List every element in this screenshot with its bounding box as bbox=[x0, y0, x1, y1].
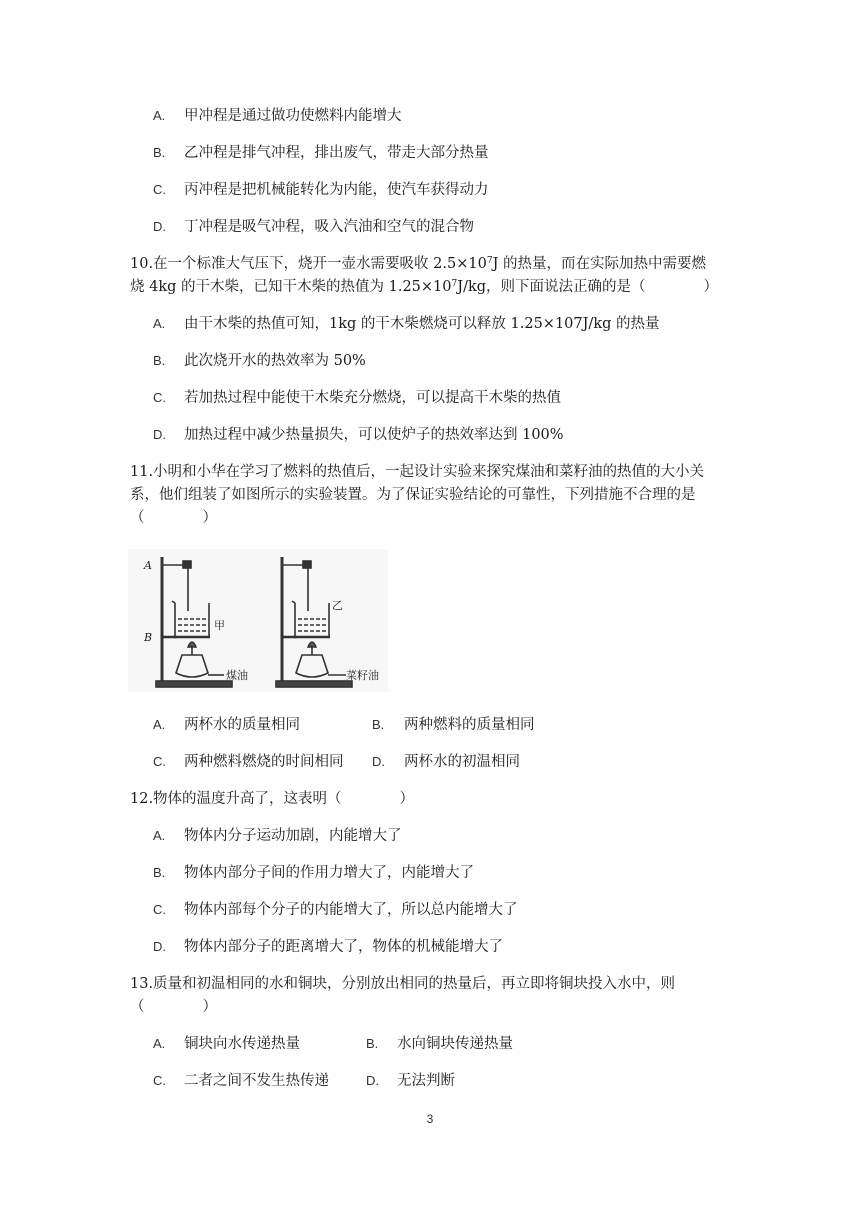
option-letter: A. bbox=[153, 1036, 166, 1051]
option-text: 两种燃料的质量相同 bbox=[404, 717, 535, 733]
option-text: 物体内部每个分子的内能增大了，所以总内能增大了 bbox=[184, 902, 518, 918]
option-text: 此次烧开水的热效率为 50% bbox=[184, 353, 366, 369]
option-letter: A. bbox=[153, 108, 166, 123]
option-text: 物体内部分子间的作用力增大了，内能增大了 bbox=[184, 865, 474, 881]
question-10-stem-line-2 bbox=[130, 277, 718, 297]
question-13-stem-line-2: （ ） bbox=[130, 999, 217, 1015]
question-10-stem-line-1 bbox=[130, 254, 706, 274]
experiment-apparatus-figure bbox=[128, 549, 388, 692]
option-letter: C. bbox=[153, 1073, 166, 1088]
option-letter: B. bbox=[153, 865, 166, 880]
page-number: 3 bbox=[426, 1112, 434, 1126]
option-letter: C. bbox=[153, 390, 166, 405]
label-b: B bbox=[144, 631, 153, 644]
option-text: 由干木柴的热值可知，1kg 的干木柴燃烧可以释放 1.25×107J/kg 的热量 bbox=[184, 316, 660, 332]
option-text: 两杯水的质量相同 bbox=[184, 717, 300, 733]
stem-text: J 的热量，而在实际加热中需要燃 bbox=[492, 256, 706, 272]
option-letter: B. bbox=[366, 1036, 379, 1051]
option-letter: C. bbox=[153, 182, 166, 197]
label-kerosene: 煤油 bbox=[226, 669, 248, 682]
apparatus-drawing bbox=[128, 549, 388, 692]
option-text: 若加热过程中能使干木柴充分燃烧，可以提高干木柴的热值 bbox=[184, 390, 561, 406]
option-letter: B. bbox=[153, 145, 166, 160]
question-11-stem-line-2: 系，他们组装了如图所示的实验装置。为了保证实验结论的可靠性，下列措施不合理的是 bbox=[130, 487, 696, 503]
option-letter: B. bbox=[153, 353, 166, 368]
option-letter: D. bbox=[372, 754, 385, 769]
option-letter: A. bbox=[153, 717, 166, 732]
label-rapeseed-oil: 菜籽油 bbox=[346, 669, 379, 682]
option-text: 甲冲程是通过做功使燃料内能增大 bbox=[184, 108, 402, 124]
option-letter: A. bbox=[153, 316, 166, 331]
option-letter: A. bbox=[153, 828, 166, 843]
beaker-right bbox=[295, 603, 329, 637]
beaker-left bbox=[175, 603, 209, 637]
option-text: 无法判断 bbox=[397, 1073, 455, 1089]
question-12-stem: 12.物体的温度升高了，这表明（ ） bbox=[130, 791, 415, 807]
option-text: 物体内分子运动加剧，内能增大了 bbox=[184, 828, 402, 844]
superscript: 7 bbox=[451, 279, 458, 289]
option-letter: C. bbox=[153, 902, 166, 917]
stand-base-left bbox=[156, 681, 232, 687]
label-jia: 甲 bbox=[214, 619, 225, 632]
option-letter: C. bbox=[153, 754, 166, 769]
stem-text: 10.在一个标准大气压下，烧开一壶水需要吸收 2.5×10 bbox=[130, 256, 487, 272]
stem-text: 烧 4kg 的干木柴，已知干木柴的热值为 1.25×10 bbox=[130, 279, 452, 295]
option-letter: D. bbox=[153, 219, 166, 234]
option-text: 加热过程中减少热量损失，可以使炉子的热效率达到 100% bbox=[184, 427, 564, 443]
question-11-stem-line-1: 11.小明和小华在学习了燃料的热值后，一起设计实验来探究煤油和菜籽油的热值的大小关 bbox=[130, 464, 705, 480]
question-11-stem-line-3: （ ） bbox=[130, 510, 217, 526]
label-yi: 乙 bbox=[332, 599, 343, 612]
option-text: 水向铜块传递热量 bbox=[397, 1036, 513, 1052]
option-letter: D. bbox=[153, 427, 166, 442]
option-text: 物体内部分子的距离增大了，物体的机械能增大了 bbox=[184, 939, 503, 955]
option-text: 两杯水的初温相同 bbox=[404, 754, 520, 770]
option-letter: B. bbox=[372, 717, 385, 732]
stand-base-right bbox=[276, 681, 352, 687]
option-text: 丁冲程是吸气冲程，吸入汽油和空气的混合物 bbox=[184, 219, 474, 235]
option-text: 乙冲程是排气冲程，排出废气，带走大部分热量 bbox=[184, 145, 489, 161]
label-a: A bbox=[144, 559, 152, 572]
option-text: 铜块向水传递热量 bbox=[184, 1036, 300, 1052]
lamp-left bbox=[176, 655, 208, 677]
stem-text: J/kg，则下面说法正确的是（ ） bbox=[457, 279, 719, 295]
question-13-stem-line-1: 13.质量和初温相同的水和铜块，分别放出相同的热量后，再立即将铜块投入水中，则 bbox=[130, 976, 676, 992]
option-text: 丙冲程是把机械能转化为内能，使汽车获得动力 bbox=[184, 182, 489, 198]
option-letter: D. bbox=[153, 939, 166, 954]
option-text: 二者之间不发生热传递 bbox=[184, 1073, 329, 1089]
option-text: 两种燃料燃烧的时间相同 bbox=[184, 754, 344, 770]
lamp-right bbox=[296, 655, 328, 677]
superscript: 7 bbox=[486, 256, 493, 266]
option-letter: D. bbox=[366, 1073, 379, 1088]
